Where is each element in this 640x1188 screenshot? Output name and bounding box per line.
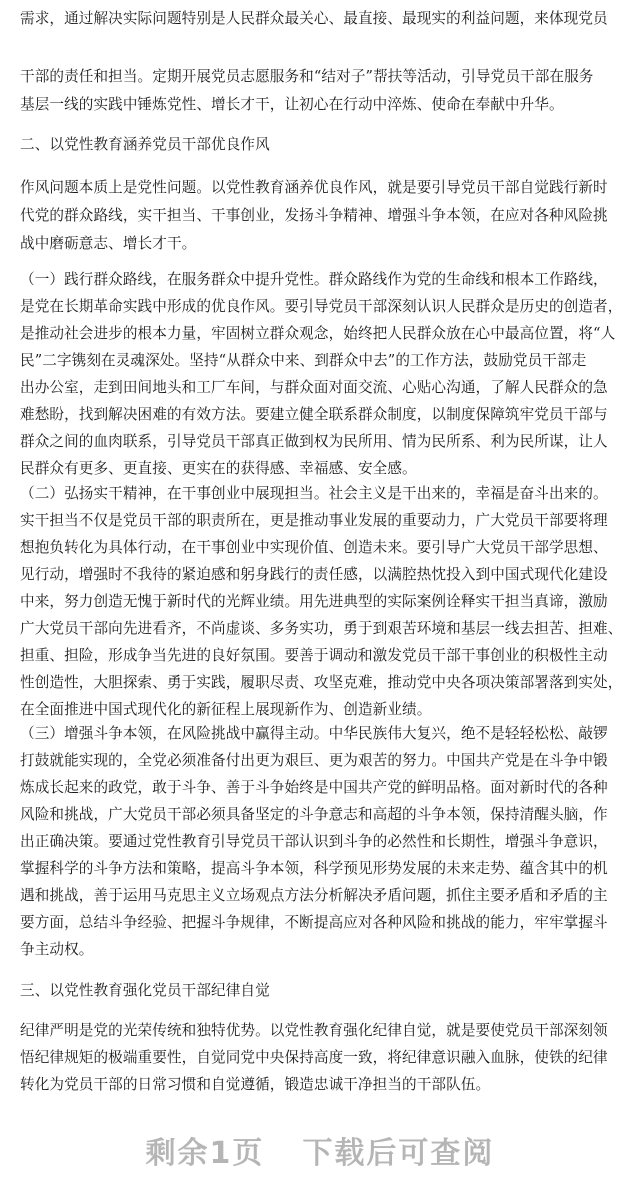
section-heading-2: 二、以党性教育涵养党员干部优良作风 (20, 136, 270, 153)
section-heading-3: 三、以党性教育强化党员干部纪律自觉 (20, 982, 270, 999)
paragraph-line: 群众之间的血肉联系，引导党员干部真正做到权为民所用、情为民所系、利为民所谋，让人 (20, 433, 608, 450)
paragraph-line: 性创造性，大胆探索、勇于实践，履职尽责、攻坚克难，推动党中央各项决策部署落到实处， (20, 674, 622, 691)
paragraph-line: 代党的群众路线，实干担当、干事创业，发扬斗争精神、增强斗争本领，在应对各种风险挑 (20, 207, 608, 224)
download-prompt[interactable] (0, 1128, 640, 1172)
remaining-pages-text: 剩余1页 (145, 1136, 265, 1171)
paragraph-line: 见行动，增强时不我待的紧迫感和躬身践行的责任感，以满腔热忱投入到中国式现代化建设 (20, 566, 608, 583)
paragraph-line: 炼成长起来的政党，敢于斗争、善于斗争始终是中国共产党的鲜明品格。面对新时代的各种 (20, 779, 608, 796)
paragraph-line: 难愁盼，找到解决困难的有效方法。要建立健全联系群众制度，以制度保障筑牢党员干部与 (20, 406, 608, 423)
paragraph-line: 在全面推进中国式现代化的新征程上展现新作为、创造新业绩。 (20, 701, 432, 718)
paragraph-line: 需求，通过解决实际问题特别是人民群众最关心、最直接、最现实的利益问题，来体现党员 (20, 10, 608, 27)
paragraph-line: 是推动社会进步的根本力量，牢固树立群众观念，始终把人民群众放在心中最高位置，将“人 (20, 325, 616, 342)
paragraph-line: 要方面，总结斗争经验、把握斗争规律，不断提高应对各种风险和挑战的能力，牢牢掌握斗 (20, 914, 608, 931)
paragraph-line: 出办公室，走到田间地头和工厂车间，与群众面对面交流、心贴心沟通，了解人民群众的急 (20, 379, 608, 396)
paragraph-line: 战中磨砺意志、增长才干。 (20, 235, 197, 252)
paragraph-line: 掌握科学的斗争方法和策略，提高斗争本领，科学预见形势发展的未来走势、蕴含其中的机 (20, 860, 608, 877)
paragraph-line: 基层一线的实践中锤炼党性、增长才干，让初心在行动中淬炼、使命在奉献中升华。 (20, 96, 564, 113)
paragraph-line: 风险和挑战，广大党员干部必须具备坚定的斗争意志和高超的斗争本领，保持清醒头脑，作 (20, 806, 608, 823)
paragraph-line: （一）践行群众路线，在服务群众中提升党性。群众路线作为党的生命线和根本工作路线， (20, 271, 608, 288)
paragraph-line: 是党在长期革命实践中形成的优良作风。要引导党员干部深刻认识人民群众是历史的创造者， (20, 298, 622, 315)
paragraph-line: 担重、担险，形成争当先进的良好氛围。要善于调动和激发党员干部干事创业的积极性主动 (20, 647, 608, 664)
paragraph-line: 争主动权。 (20, 941, 94, 958)
paragraph-line: 干部的责任和担当。定期开展党员志愿服务和“结对子”帮扶等活动，引导党员干部在服务 (20, 68, 594, 85)
paragraph-line: 悟纪律规矩的极端重要性，自觉同党中央保持高度一致，将纪律意识融入血脉，使铁的纪律 (20, 1049, 608, 1066)
paragraph-line: 打鼓就能实现的，全党必须准备付出更为艰巨、更为艰苦的努力。中国共产党是在斗争中锻 (20, 752, 608, 769)
paragraph-line: 想抱负转化为具体行动，在干事创业中实现价值、创造未来。要引导广大党员干部学思想、 (20, 539, 608, 556)
paragraph-line: 遇和挑战，善于运用马克思主义立场观点方法分析解决矛盾问题，抓住主要矛盾和矛盾的主 (20, 887, 608, 904)
paragraph-line: 民”二字镌刻在灵魂深处。坚持“从群众中来、到群众中去”的工作方法，鼓励党员干部走 (20, 352, 587, 369)
paragraph-line: 作风问题本质上是党性问题。以党性教育涵养优良作风，就是要引导党员干部自觉践行新时 (20, 179, 608, 196)
paragraph-line: 出正确决策。要通过党性教育引导党员干部认识到斗争的必然性和长期性，增强斗争意识， (20, 833, 608, 850)
paragraph-line: 纪律严明是党的光荣传统和独特优势。以党性教育强化纪律自觉，就是要使党员干部深刻领 (20, 1022, 608, 1039)
paragraph-line: 民群众有更多、更直接、更实在的获得感、幸福感、安全感。 (20, 460, 417, 477)
paragraph-line: （三）增强斗争本领，在风险挑战中赢得主动。中华民族伟大复兴，绝不是轻轻松松、敲锣 (20, 725, 608, 742)
paragraph-line: 广大党员干部向先进看齐，不尚虚谈、多务实功，勇于到艰苦环境和基层一线去担苦、担难、 (20, 620, 622, 637)
paragraph-line: 中来，努力创造无愧于新时代的光辉业绩。用先进典型的实际案例诠释实干担当真谛，激励 (20, 593, 608, 610)
paragraph-line: 转化为党员干部的日常习惯和自觉遵循，锻造忠诚干净担当的干部队伍。 (20, 1076, 491, 1093)
paragraph-line: 实干担当不仅是党员干部的职责所在，更是推动事业发展的重要动力，广大党员干部要将理 (20, 512, 608, 529)
download-to-view-text[interactable]: 下载后可查阅 (302, 1136, 495, 1171)
paragraph-line: （二）弘扬实干精神，在干事创业中展现担当。社会主义是干出来的，幸福是奋斗出来的。 (20, 485, 608, 502)
